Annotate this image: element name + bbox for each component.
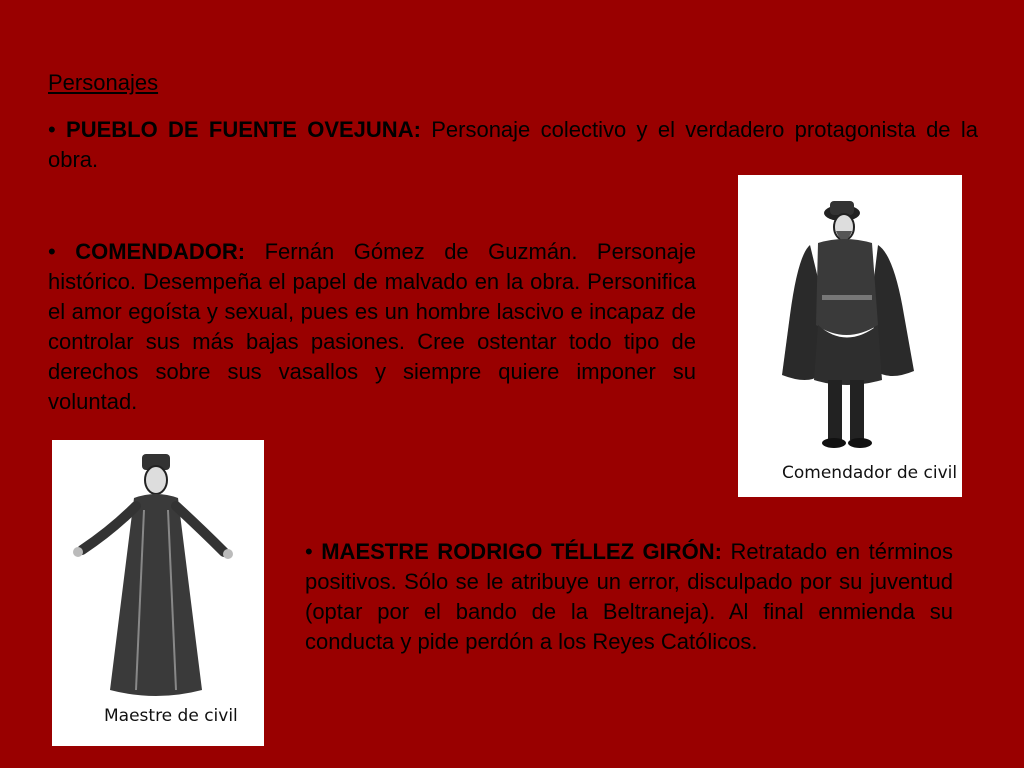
character-comendador <box>48 237 696 417</box>
character-description: Personaje colectivo y el verdadero protagonista de la obra. <box>48 117 978 172</box>
character-label: MAESTRE RODRIGO TÉLLEZ GIRÓN: <box>321 539 722 564</box>
figure-caption: Maestre de civil <box>104 706 238 726</box>
maestre-illustration <box>52 440 264 746</box>
page-title: Personajes <box>48 70 159 95</box>
character-description: Retratado en términos positivos. Sólo se le atribuye un error, disculpado por su juventud (optar por el bando de la Beltraneja). Al final enmienda su conducta y pide perdón a los Reyes Católicos. <box>305 539 953 654</box>
comendador-illustration <box>738 175 962 497</box>
comendador-drawing <box>738 175 962 497</box>
maestre-drawing <box>52 440 264 746</box>
character-pueblo <box>48 115 978 175</box>
bullet: • <box>48 239 56 264</box>
character-maestre <box>305 537 953 657</box>
character-label: PUEBLO DE FUENTE OVEJUNA: <box>66 117 421 142</box>
bullet: • <box>48 117 56 142</box>
figure-caption: Comendador de civil <box>782 463 958 483</box>
character-label: COMENDADOR: <box>75 239 246 264</box>
character-description: Fernán Gómez de Guzmán. Personaje histórico. Desempeña el papel de malvado en la obra. Personifica el amor egoísta y sexual, pues es un hombre lascivo e incapaz de controlar sus más bajas pasiones. Cree ostentar todo tipo de derechos sobre sus vasallos y siempre quiere imponer su voluntad. <box>48 239 696 414</box>
bullet: • <box>305 539 313 564</box>
